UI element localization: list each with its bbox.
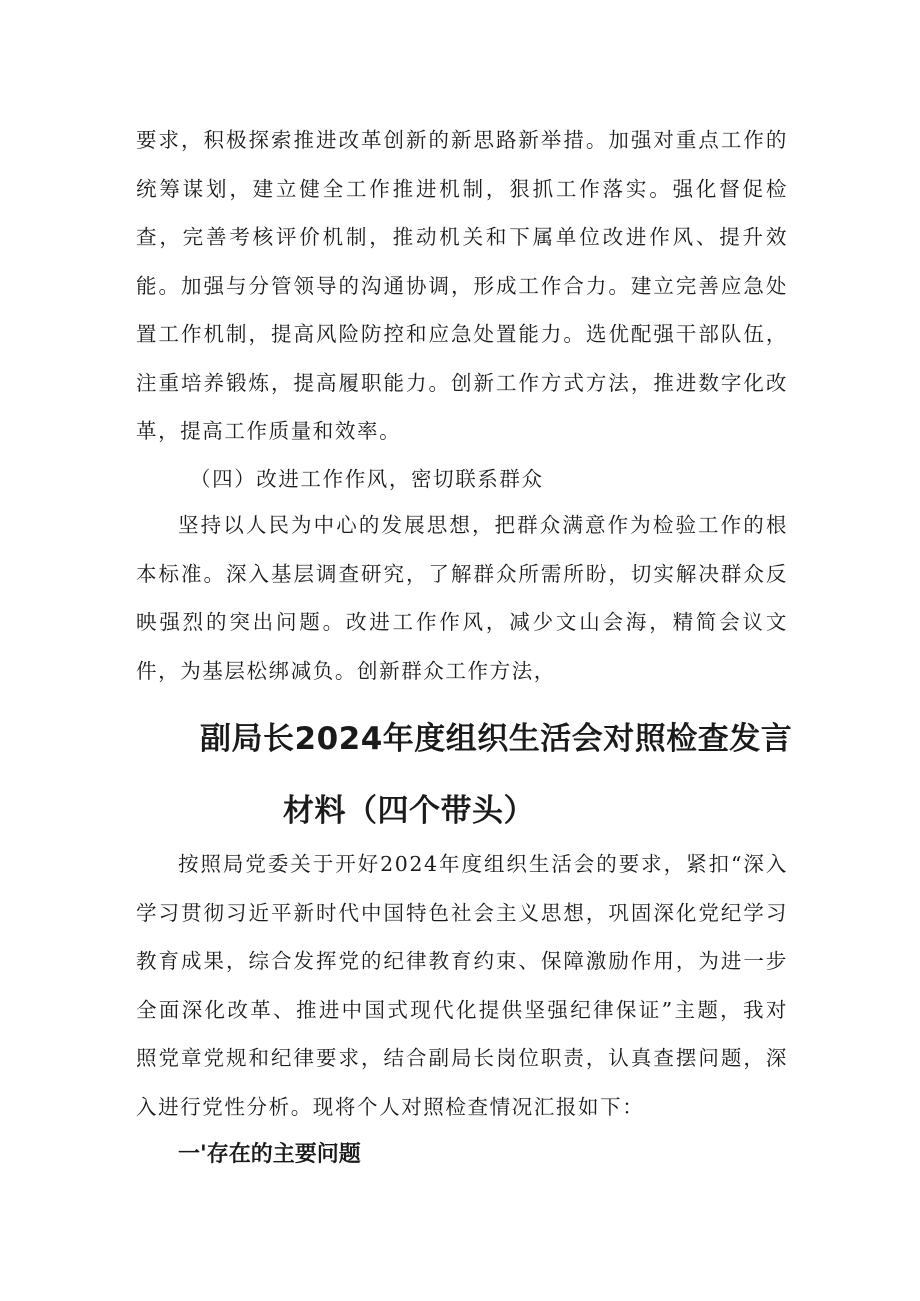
document-title-line-1: 副局长2024年度组织生活会对照检查发言: [200, 721, 793, 757]
subheading-four: （四）改进工作作风，密切联系群众: [190, 467, 544, 491]
continuation-paragraph: 要求，积极探索推进改革创新的新思路新举措。加强对重点工作的统筹谋划，建立健全工作推进机制，狠抓工作落实。强化督促检查，完善考核评价机制，推动机关和下属单位改进作风、提升效能。加强与分管领导的沟通协调，形成工作合力。建立完善应急处置工作机制，提高风险防控和应急处置能力。选优配强干部队伍，注重培养锻炼，提高履职能力。创新工作方式方法，推进数字化改革，提高工作质量和效率。: [136, 128, 788, 443]
intro-paragraph: 按照局党委关于开好2024年度组织生活会的要求，紧扣“深入学习贯彻习近平新时代中国特色社会主义思想，巩固深化党纪学习教育成果，综合发挥党的纪律教育约束、保障激励作用，为进一步全面深化改革、推进中国式现代化提供坚强纪律保证”主题，我对照党章党规和纪律要求，结合副局长岗位职责，认真查摆问题，深入进行党性分析。现将个人对照检查情况汇报如下：: [136, 852, 788, 1119]
paragraph-four: 坚持以人民为中心的发展思想，把群众满意作为检验工作的根本标准。深入基层调查研究，了解群众所需所盼，切实解决群众反映强烈的突出问题。改进工作作风，减少文山会海，精简会议文件，为基层松绑减负。创新群众工作方法，: [136, 513, 788, 683]
document-title-line-2: 材料（四个带头）: [283, 793, 535, 829]
section-heading-one: 一'存在的主要问题: [178, 1142, 361, 1167]
